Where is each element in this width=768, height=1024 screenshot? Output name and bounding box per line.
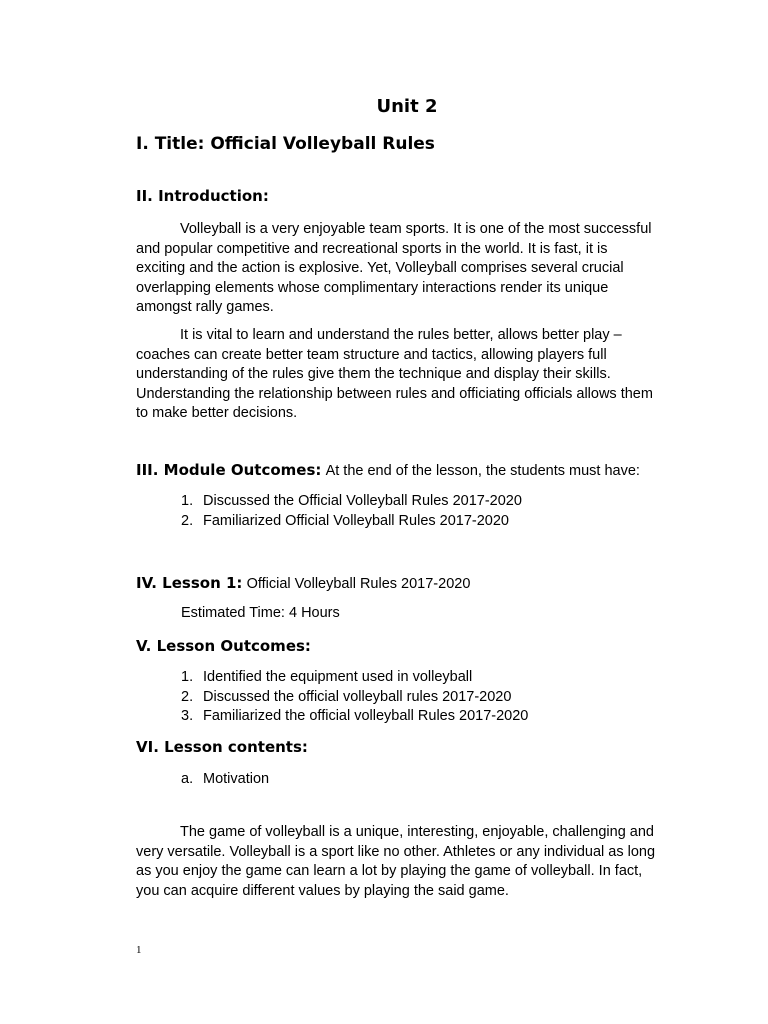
list-item: 1. Identified the equipment used in volleyball: [181, 669, 473, 685]
unit-heading: Unit 2: [376, 96, 438, 117]
title-text: Official Volleyball Rules: [210, 134, 435, 154]
list-item: 1. Discussed the Official Volleyball Rules 2017-2020: [181, 493, 522, 509]
module-outcomes-label: III. Module Outcomes:: [136, 461, 322, 479]
module-outcomes-heading: [136, 461, 640, 479]
lesson1-label: IV. Lesson 1:: [136, 574, 243, 592]
lesson1-text: Official Volleyball Rules 2017-2020: [246, 576, 471, 592]
motivation-paragraph: The game of volleyball is a unique, interesting, enjoyable, challenging and very versatile. Volleyball is a sport like no other. Athletes or any individual as long as you enjoy the game can learn a lot by playing the game of volleyball. In fact, you can acquire different values by playing the said game.: [136, 824, 656, 899]
page-number: 1: [136, 944, 142, 956]
module-outcomes-list: [181, 492, 522, 531]
title-heading: [136, 134, 435, 154]
introduction-heading: II. Introduction:: [136, 187, 269, 205]
lesson1-heading: [136, 574, 470, 592]
list-item: 3. Familiarized the official volleyball Rules 2017-2020: [181, 708, 529, 724]
lesson-outcomes-list: [181, 668, 528, 727]
list-item: 2. Discussed the official volleyball rules 2017-2020: [181, 688, 512, 705]
lesson-contents-heading: VI. Lesson contents:: [136, 738, 308, 756]
lesson-contents-list: [181, 770, 269, 790]
lesson-outcomes-heading: V. Lesson Outcomes:: [136, 637, 311, 655]
introduction-paragraph-2: It is vital to learn and understand the rules better, allows better play – coaches can create better team structure and tactics, allowing players full understanding of the rules give them the technique and display their skills. Understanding the relationship between rules and officiating officials allows them to make better decisions.: [136, 327, 653, 421]
estimated-time: Estimated Time: 4 Hours: [181, 605, 340, 621]
list-item: a. Motivation: [181, 771, 270, 787]
introduction-paragraph-1: Volleyball is a very enjoyable team sports. It is one of the most successful and popular competitive and recreational sports in the world. It is fast, it is exciting and the action is explosive. Yet, Volleyball comprises several crucial overlapping elements whose complimentary interactions render its unique amongst rally games.: [136, 221, 652, 315]
module-outcomes-text: At the end of the lesson, the students must have:: [325, 463, 640, 479]
list-item: 2. Familiarized Official Volleyball Rules 2017-2020: [181, 512, 510, 529]
title-label: I. Title:: [136, 134, 205, 154]
